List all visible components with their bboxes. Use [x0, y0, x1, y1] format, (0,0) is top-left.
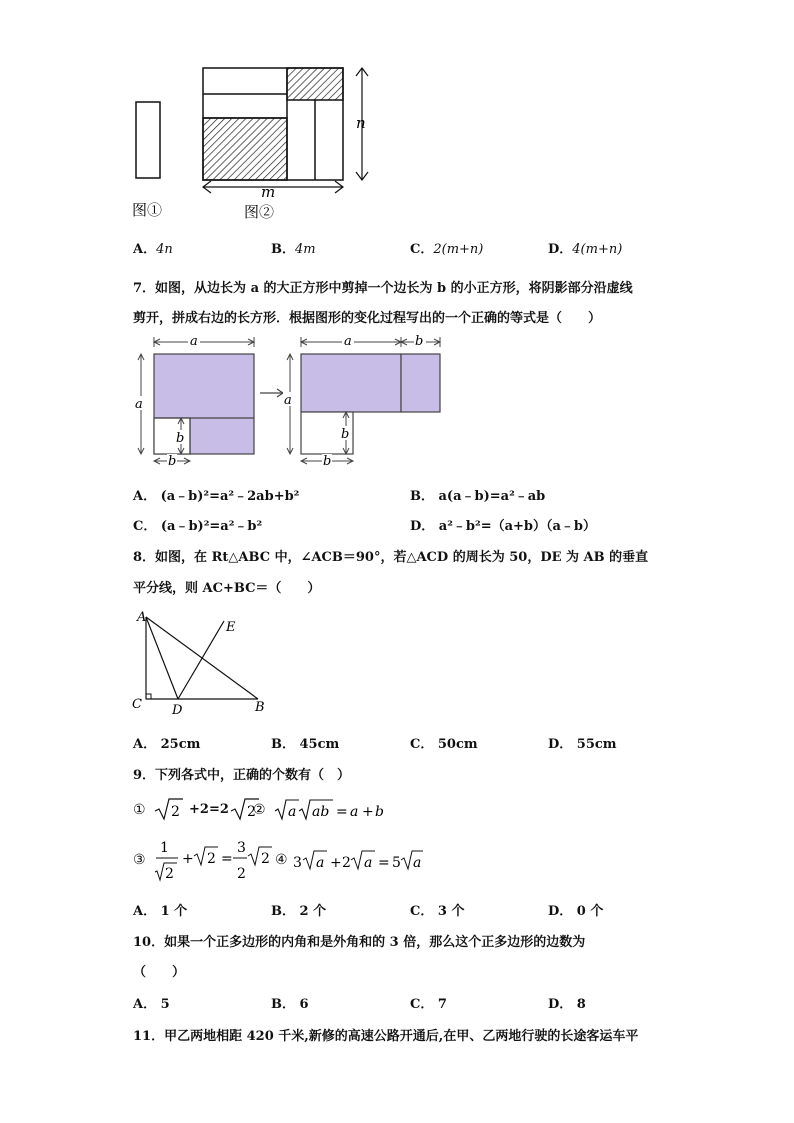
q9-item2-number: ②	[253, 802, 266, 818]
q10-option-c: C． 7	[410, 997, 447, 1012]
q8-label-a: A	[137, 610, 147, 625]
q8-option-b: B． 45cm	[271, 737, 340, 752]
q11-stem-line1: 11．甲乙两地相距 420 千米,新修的高速公路开通后,在甲、乙两地行驶的长途客运车平	[133, 1029, 639, 1044]
svg-text:=: =	[336, 804, 348, 820]
q6-option-b	[271, 238, 316, 257]
q7-right-top-a: a	[344, 334, 352, 349]
q8-stem-line1: 8．如图，在 Rt△ABC 中，∠ACB＝90°，若△ACD 的周长为 50，DE 为 AB 的垂直	[133, 550, 649, 565]
q7-stem-line2: 剪开，拼成右边的长方形．根据图形的变化过程写出的一个正确的等式是（ ）	[133, 311, 602, 326]
q10-option-a: A． 5	[133, 997, 170, 1012]
q6-option-a	[133, 238, 173, 257]
figure-q8	[128, 605, 278, 720]
q9-item4-number: ④	[275, 852, 288, 868]
q7-right-bottom-b: b	[323, 454, 332, 469]
svg-text:a: a	[288, 804, 297, 820]
q7-option-a: A． (a﹣b)²=a²﹣2ab+b²	[133, 489, 300, 504]
q8-label-b: B	[255, 700, 265, 715]
q8-label-c: C	[132, 697, 142, 712]
svg-text:2: 2	[165, 866, 174, 882]
q7-right-inner-b: b	[341, 427, 350, 442]
q9-option-d: D． 0 个	[548, 904, 604, 919]
q8-option-d: D． 55cm	[548, 737, 617, 752]
svg-text:1: 1	[160, 840, 169, 856]
svg-text:2: 2	[237, 866, 246, 882]
caption-fig1: 图①	[132, 201, 163, 219]
svg-text:ab: ab	[312, 804, 330, 820]
q8-stem-line2: 平分线，则 AC+BC＝（ ）	[133, 581, 321, 596]
q9-items-row1	[133, 796, 433, 824]
sqrt-a-sqrt-ab-expression	[273, 796, 408, 822]
q7-option-c: C． (a﹣b)²=a²﹣b²	[133, 519, 263, 534]
svg-text:a: a	[413, 855, 422, 871]
q7-option-b: B． a(a﹣b)=a²﹣ab	[410, 489, 546, 504]
q7-left-inner-b: b	[176, 431, 185, 446]
figure-q6	[120, 60, 390, 225]
label-m: m	[261, 183, 276, 201]
svg-text:3: 3	[293, 855, 302, 871]
svg-text:3: 3	[237, 840, 246, 856]
q9-stem: 9．下列各式中，正确的个数有（ ）	[133, 768, 351, 783]
q6-option-d-letter: D．	[548, 242, 573, 257]
label-n: n	[356, 114, 366, 132]
q6-option-a-value: 4n	[156, 242, 173, 257]
q9-option-b: B． 2 个	[271, 904, 327, 919]
q9-items-row2	[133, 838, 433, 886]
q9-item1-number: ①	[133, 802, 146, 818]
sqrt2-expression-1	[153, 796, 185, 822]
q8-label-e: E	[226, 620, 236, 635]
fraction-sqrt-expression	[153, 838, 273, 886]
svg-text:5: 5	[392, 855, 401, 871]
q10-option-b: B． 6	[271, 997, 309, 1012]
q8-label-d: D	[172, 703, 183, 718]
svg-text:+: +	[182, 851, 194, 867]
svg-text:a: a	[364, 855, 373, 871]
q10-option-d: D． 8	[548, 997, 586, 1012]
q6-option-a-letter: A．	[133, 242, 157, 257]
svg-text:a: a	[350, 804, 359, 820]
svg-text:+: +	[362, 804, 374, 820]
q7-right-side-a: a	[284, 393, 292, 408]
svg-text:2: 2	[247, 804, 256, 820]
svg-text:b: b	[375, 804, 384, 820]
q6-option-c-letter: C．	[410, 242, 434, 257]
q6-option-c-value: 2(m+n)	[433, 242, 484, 257]
q10-stem-line1: 10．如果一个正多边形的内角和是外角和的 3 倍，那么这个正多边形的边数为	[133, 935, 586, 950]
svg-text:2: 2	[207, 851, 216, 867]
q8-option-a: A． 25cm	[133, 737, 201, 752]
q9-item1-text: +2=2	[189, 802, 229, 817]
q6-option-d	[548, 238, 622, 257]
q9-option-a: A． 1 个	[133, 904, 188, 919]
svg-text:=: =	[221, 851, 233, 867]
q7-option-d: D． a²﹣b²=（a+b）（a﹣b）	[410, 519, 597, 534]
q6-option-c	[410, 238, 483, 257]
q7-right-top-b: b	[415, 334, 424, 349]
svg-text:+: +	[330, 855, 342, 871]
q10-stem-line2: （ ）	[133, 965, 186, 980]
q6-option-b-letter: B．	[271, 242, 295, 257]
q9-option-c: C． 3 个	[410, 904, 465, 919]
q7-left-bottom-b: b	[168, 454, 177, 469]
q6-option-b-value: 4m	[295, 242, 316, 257]
q7-left-top-a: a	[190, 334, 198, 349]
q6-option-d-value: 4(m+n)	[572, 242, 623, 257]
svg-text:2: 2	[261, 851, 270, 867]
q9-item3-number: ③	[133, 852, 146, 868]
sum-sqrt-a-expression	[293, 848, 423, 876]
svg-text:2: 2	[342, 855, 351, 871]
caption-fig2: 图②	[244, 203, 275, 221]
svg-text:a: a	[316, 855, 325, 871]
svg-text:=: =	[378, 855, 390, 871]
svg-text:2: 2	[171, 804, 180, 820]
q7-left-side-a: a	[135, 397, 143, 412]
figure-q7	[128, 330, 448, 470]
q8-option-c: C． 50cm	[410, 737, 478, 752]
q7-stem-line1: 7．如图，从边长为 a 的大正方形中剪掉一个边长为 b 的小正方形，将阴影部分沿虚线	[133, 281, 633, 296]
